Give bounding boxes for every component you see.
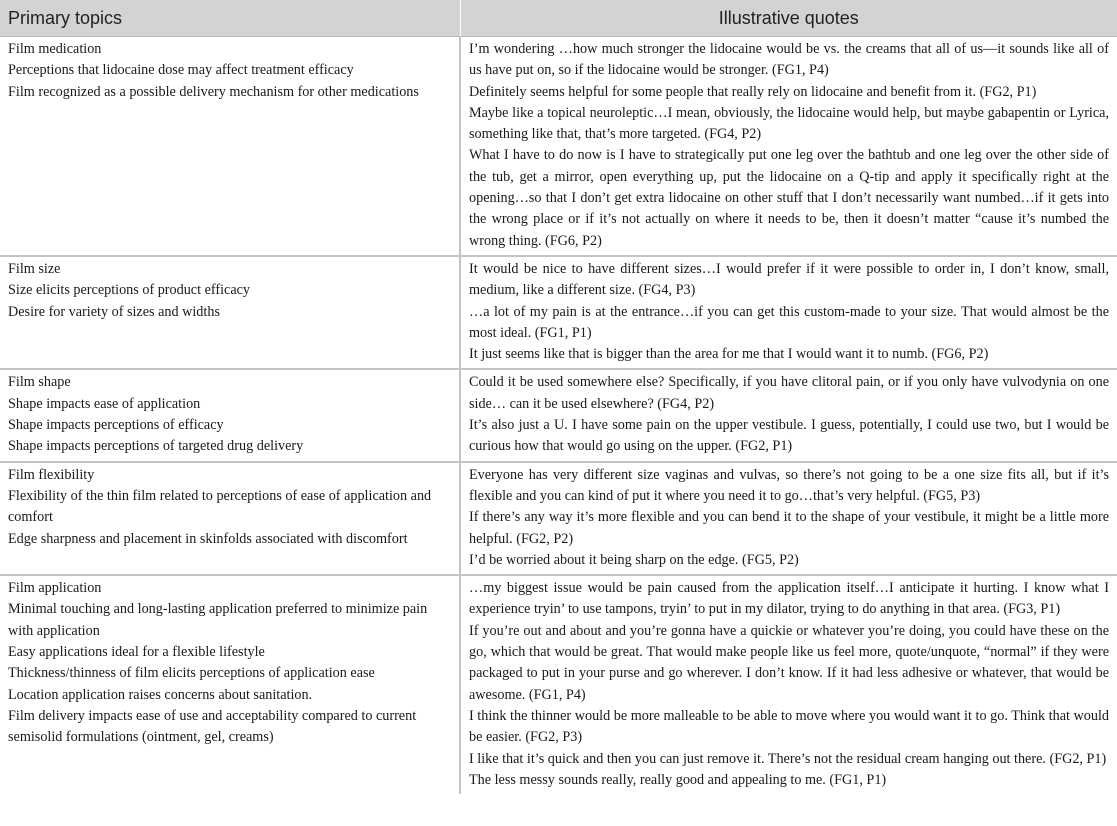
topic-item: Shape impacts ease of application (8, 395, 201, 412)
topic-item: Thickness/thinness of film elicits perceptions of application ease (8, 665, 375, 682)
topic-title: Film application (8, 580, 102, 597)
table-row (0, 256, 1117, 369)
topic-item: Shape impacts perceptions of targeted drug delivery (8, 438, 304, 455)
topic-item: Size elicits perceptions of product efficacy (8, 282, 251, 299)
topic-item: Easy applications ideal for a flexible lifestyle (8, 644, 265, 661)
topic-title: Film size (8, 260, 61, 277)
quote: I like that it’s quick and then you can just remove it. There’s not the residual cream hanging out there. (FG2, P1) (469, 750, 1107, 767)
topic-item: Flexibility of the thin film related to perceptions of ease of application and comfort (8, 487, 432, 526)
quote: What I have to do now is I have to strategically put one leg over the bathtub and one leg over the other side of the tub, get a mirror, open everything up, put the lidocaine on a Q-tip and apply it specifically right at the opening…so that I don’t get extra lidocaine on other stuff that I don’t necessarily want numbed…if it gets into the wrong place or if it’s not actually on where it needs to be, then it doesn’t matter “cause it’s numbed the wrong thing. (FG6, P2) (469, 147, 1109, 249)
quotes-cell (460, 37, 1117, 256)
header-primary-topics: Primary topics (0, 0, 460, 37)
quotes-cell (460, 462, 1117, 575)
quote: Definitely seems helpful for some people that really rely on lidocaine and benefit from it. (FG2, P1) (469, 83, 1037, 100)
quote: If there’s any way it’s more flexible and you can bend it to the shape of your vestibule, it might be a little more helpful. (FG2, P2) (469, 509, 1109, 547)
quote: Everyone has very different size vaginas and vulvas, so there’s not going to be a one size fits all, but if it’s flexible and you can kind of put it where you need it to go…that’s very helpful. (FG5, P3) (469, 466, 1109, 504)
quotes-cell (460, 369, 1117, 461)
topic-item: Minimal touching and long-lasting application preferred to minimize pain with application (8, 601, 428, 639)
table-row (0, 462, 1117, 575)
topic-title: Film shape (8, 374, 71, 391)
topics-cell (0, 575, 460, 794)
quote: I’m wondering …how much stronger the lidocaine would be vs. the creams that all of us—it sounds like all of us have put on, so if the lidocaine would be stronger. (FG1, P4) (469, 41, 1109, 79)
quotes-cell (460, 575, 1117, 794)
quote: Maybe like a topical neuroleptic…I mean, obviously, the lidocaine would help, but maybe gabapentin or Lyrica, something like that, that’s more targeted. (FG4, P2) (469, 104, 1109, 143)
quote: …my biggest issue would be pain caused from the application itself…I anticipate it hurting. I know what I experience tryin’ to use tampons, tryin’ to put in my dilator, trying to do anything in that area. (FG3, P1) (469, 580, 1109, 618)
quote: …a lot of my pain is at the entrance…if you can get this custom-made to your size. That would almost be the most ideal. (FG1, P1) (469, 303, 1109, 341)
quotes-cell (460, 256, 1117, 369)
topic-item: Edge sharpness and placement in skinfolds associated with discomfort (8, 530, 408, 547)
topic-item: Film delivery impacts ease of use and acceptability compared to current semisolid formulations (ointment, gel, creams) (8, 707, 417, 746)
topic-item: Film recognized as a possible delivery mechanism for other medications (8, 83, 419, 100)
topic-item: Perceptions that lidocaine dose may affect treatment efficacy (8, 62, 354, 79)
table-row (0, 575, 1117, 794)
quote: I’d be worried about it being sharp on the edge. (FG5, P2) (469, 551, 799, 568)
quote: If you’re out and about and you’re gonna have a quickie or whatever you’re doing, you could have these on the go, which that would be great. That would make people like us feel more, quote/unquote, “normal” if they were packaged to put in your purse and go wherever. I don’t know. If it had less adhesive or whatever, that would be awesome. (FG1, P4) (469, 622, 1109, 703)
table-row (0, 37, 1117, 256)
quote: I think the thinner would be more malleable to be able to move where you would want it to go. Think that would be easier. (FG2, P3) (469, 707, 1109, 746)
header-illustrative-quotes: Illustrative quotes (460, 0, 1117, 37)
quote: The less messy sounds really, really good and appealing to me. (FG1, P1) (469, 771, 887, 788)
topics-cell (0, 37, 460, 256)
table-row (0, 369, 1117, 461)
topic-title: Film flexibility (8, 466, 95, 483)
topics-cell (0, 462, 460, 575)
quote: Could it be used somewhere else? Specifically, if you have clitoral pain, or if you only have vulvodynia on one side… can it be used elsewhere? (FG4, P2) (469, 374, 1109, 412)
topic-title: Film medication (8, 41, 102, 57)
topics-cell (0, 369, 460, 461)
quote: It would be nice to have different sizes…I would prefer if it were possible to order in, I don’t know, small, medium, like a different size. (FG4, P3) (469, 260, 1109, 299)
header-row (0, 0, 1117, 37)
topics-cell (0, 256, 460, 369)
topic-item: Location application raises concerns about sanitation. (8, 686, 313, 703)
topic-item: Desire for variety of sizes and widths (8, 303, 220, 320)
quote: It just seems like that is bigger than the area for me that I would want it to numb. (FG6, P2) (469, 346, 989, 363)
topic-item: Shape impacts perceptions of efficacy (8, 417, 224, 434)
quote: It’s also just a U. I have some pain on the upper vestibule. I guess, potentially, I could use two, but I would be curious how that would go using on the upper. (FG2, P1) (469, 417, 1109, 455)
